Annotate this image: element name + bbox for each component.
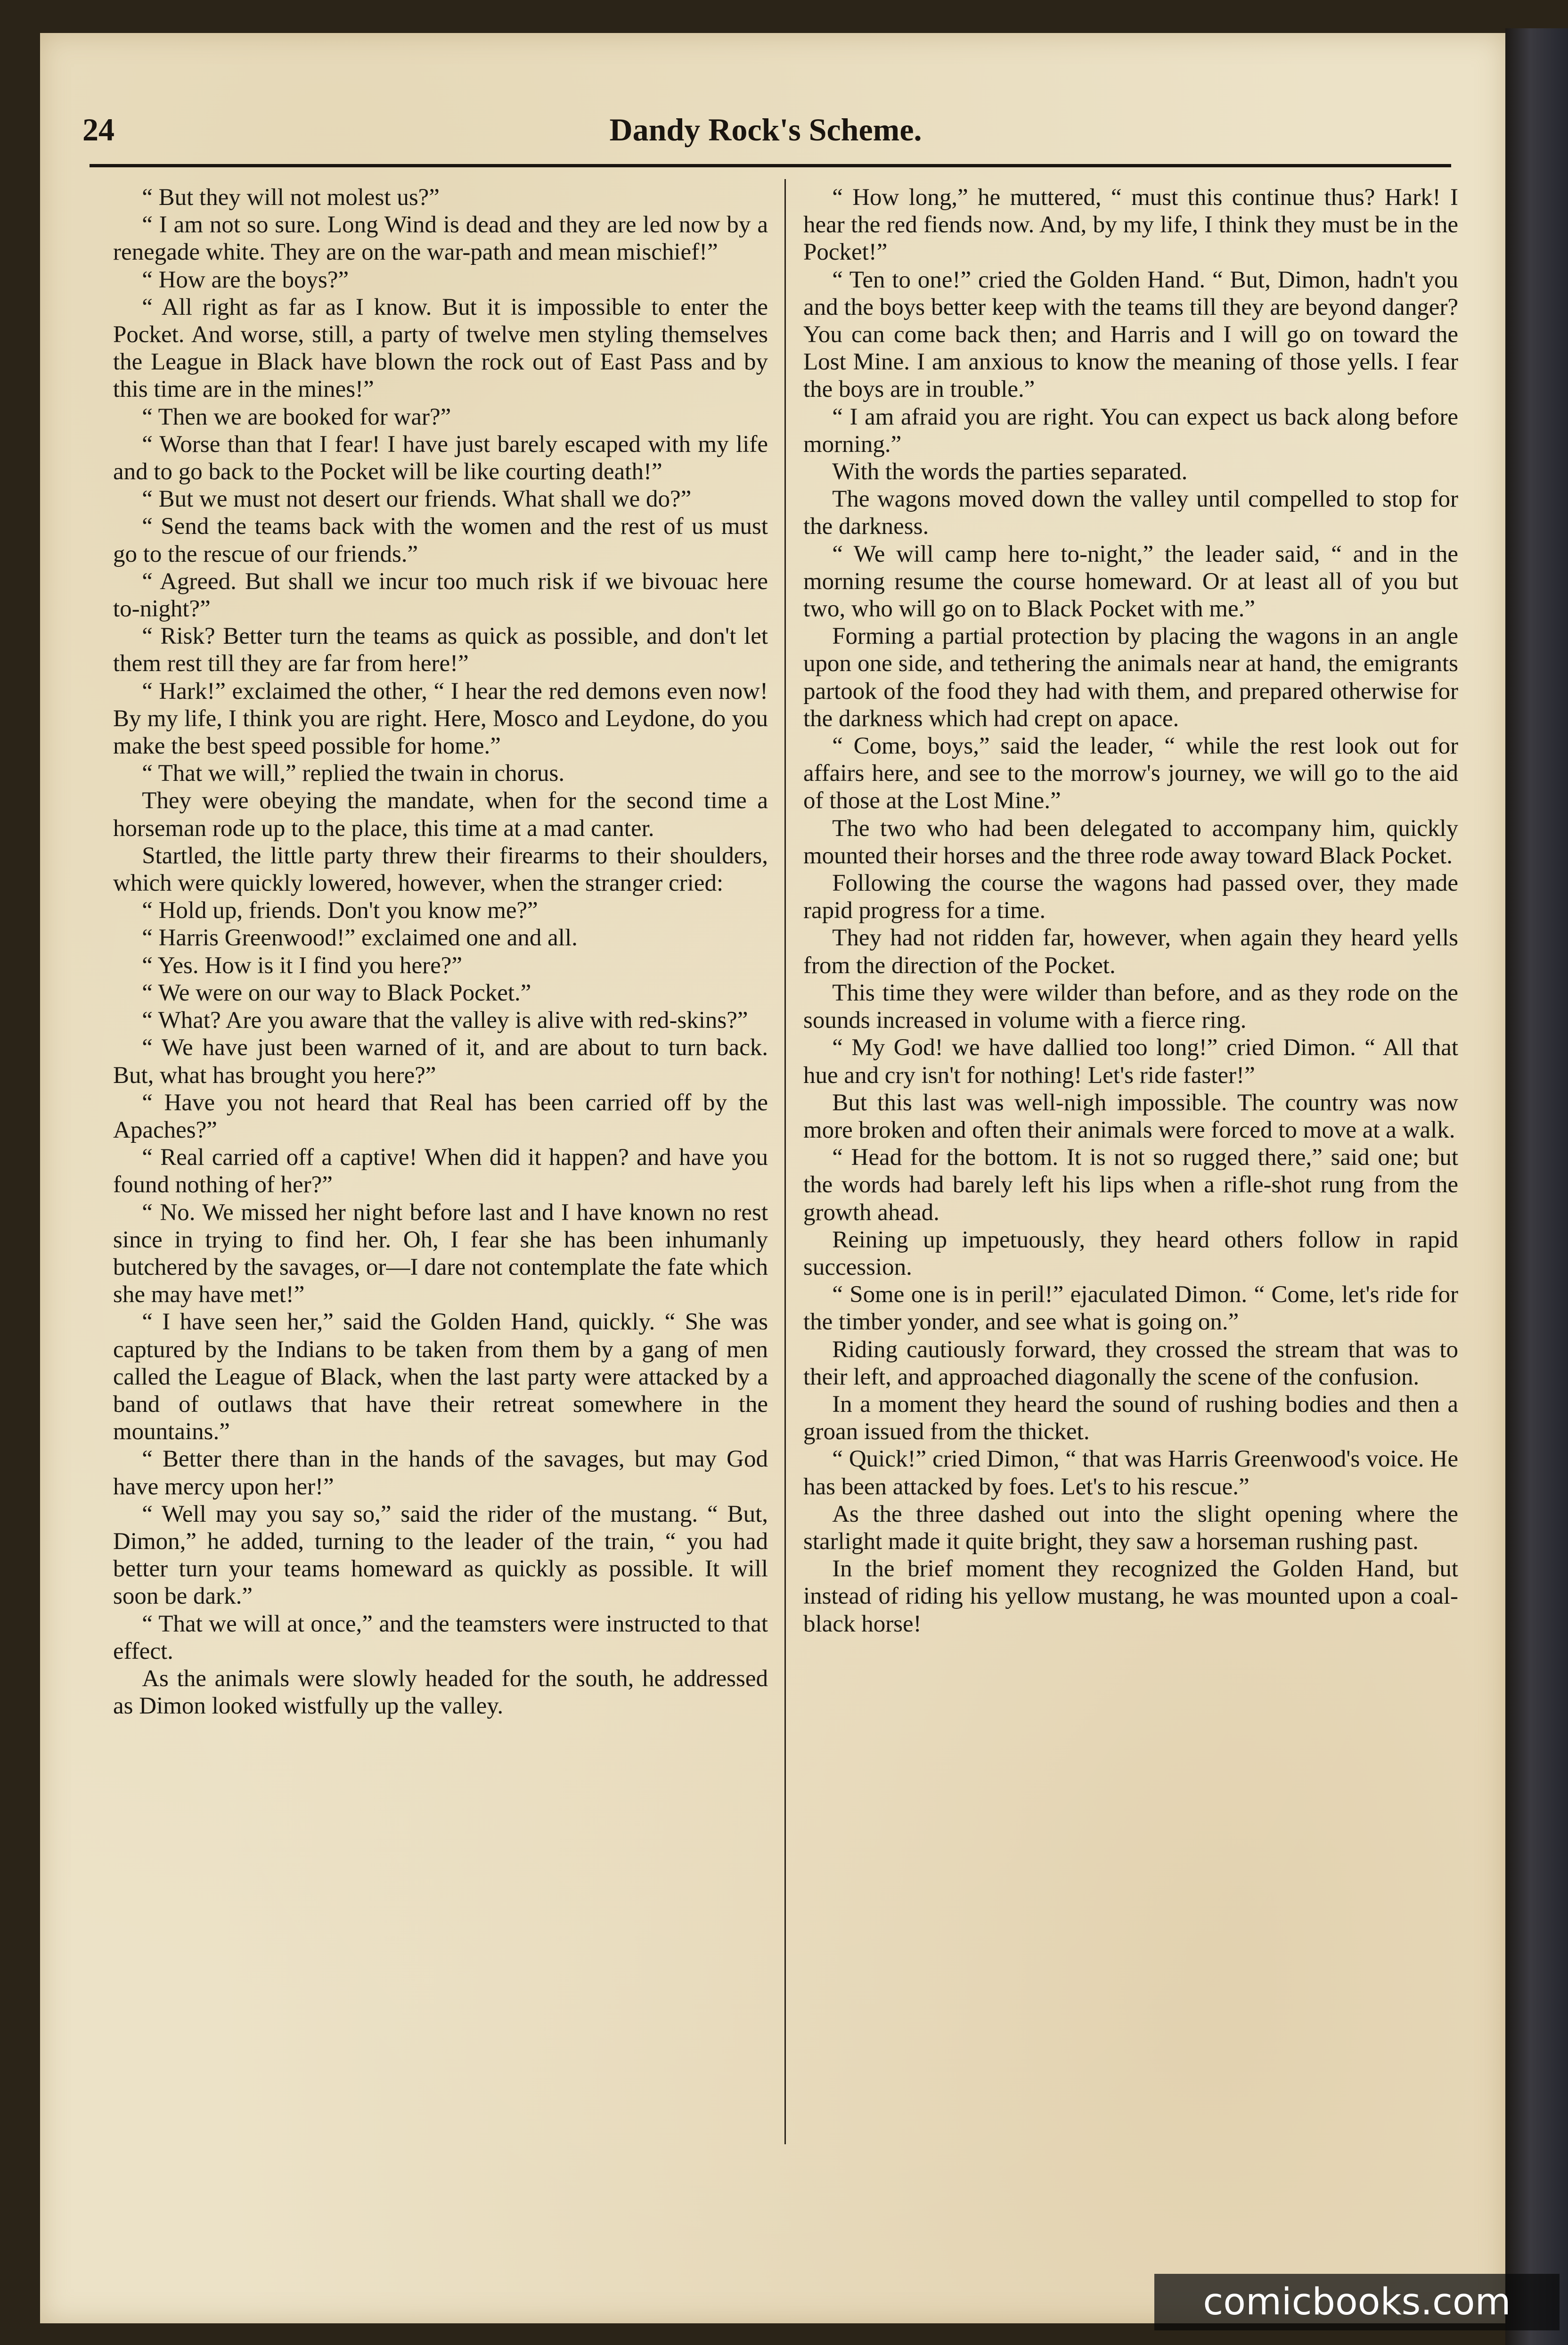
paragraph: “ Hold up, friends. Don't you know me?” [142,897,538,924]
column-divider [784,179,786,2144]
paragraph: Forming a partial protection by placing the wagons in an angle upon one side, and tethering the animals near at hand, the emigrants partook of the food they had with them, and prepared otherwise for the darkness which had crept on apace. [803,623,1458,732]
paragraph: “ No. We missed her night before last and I have known no rest since in trying to find her. Oh, I fear she has been inhumanly butchered by the savages, or—I dare not contemplate the fate which she may have met!” [113,1199,768,1308]
paragraph: As the three dashed out into the slight opening where the starlight made it quite bright, they saw a horseman rushing past. [803,1500,1458,1555]
paragraph: “ Risk? Better turn the teams as quick as possible, and don't let them rest till they are far from here!” [113,623,768,677]
paragraph: “ I have seen her,” said the Golden Hand, quickly. “ She was captured by the Indians to be taken from them by a gang of men called the League of Black, when the last party were attacked by a band of outlaws that have their retreat somewhere in the mountains.” [113,1309,768,1445]
paragraph: “ Better there than in the hands of the savages, but may God have mercy upon her!” [113,1446,768,1500]
paragraph: Reining up impetuously, they heard others follow in rapid succession. [803,1226,1458,1280]
running-title: Dandy Rock's Scheme. [609,112,922,148]
paragraph: They had not ridden far, however, when again they heard yells from the direction of the Pocket. [803,925,1458,979]
paragraph: “ Ten to one!” cried the Golden Hand. “ But, Dimon, hadn't you and the boys better keep with the teams till they are beyond danger? You can come back then; and Harris and I will go on toward the Lost Mine. I am anxious to know the meaning of those yells. I fear the boys are in trouble.” [803,266,1458,403]
paragraph: “ Some one is in peril!” ejaculated Dimon. “ Come, let's ride for the timber yonder, and see what is going on.” [803,1281,1458,1336]
paragraph: “ Well may you say so,” said the rider of the mustang. “ But, Dimon,” he added, turning to the leader of the train, “ you had better turn your teams homeward as quickly as possible. It will soon be dark.” [113,1500,768,1610]
paragraph: “ But they will not molest us?” [142,184,440,211]
paragraph: Startled, the little party threw their firearms to their shoulders, which were quickly lowered, however, when the stranger cried: [113,842,768,897]
paragraph: As the animals were slowly headed for the south, he addressed as Dimon looked wistfully up the valley. [113,1665,768,1720]
paragraph: In the brief moment they recognized the Golden Hand, but instead of riding his yellow mustang, he was mounted upon a coal-black horse! [803,1556,1458,1637]
paragraph: “ Head for the bottom. It is not so rugged there,” said one; but the words had barely left his lips when a rifle-shot rung from the growth ahead. [803,1144,1458,1226]
watermark: comicbooks.com [1154,2274,1560,2330]
paragraph: “ Then we are booked for war?” [142,403,451,430]
paragraph: “ That we will,” replied the twain in chorus. [142,760,565,787]
paragraph: “ I am afraid you are right. You can expect us back along before morning.” [803,403,1458,458]
paragraph: “ Yes. How is it I find you here?” [142,952,463,979]
paragraph: “ We were on our way to Black Pocket.” [142,979,531,1006]
paragraph: With the words the parties separated. [832,459,1188,485]
paragraph: The wagons moved down the valley until compelled to stop for the darkness. [803,486,1458,540]
paragraph: “ What? Are you aware that the valley is alive with red-skins?” [142,1007,748,1034]
paragraph: “ Hark!” exclaimed the other, “ I hear the red demons even now! By my life, I think you are right. Here, Mosco and Leydone, do you make the best speed possible for home.” [113,678,768,760]
page-edge-shadow [1505,28,1568,2345]
paragraph: “ Have you not heard that Real has been carried off by the Apaches?” [113,1089,768,1143]
paragraph: “ We will camp here to-night,” the leader said, “ and in the morning resume the course homeward. Or at least all of you but two, who will go on to Black Pocket with me.” [803,541,1458,623]
paragraph: “ My God! we have dallied too long!” cried Dimon. “ All that hue and cry isn't for nothing! Let's ride faster!” [803,1034,1458,1089]
paragraph: “ All right as far as I know. But it is impossible to enter the Pocket. And worse, still, a party of twelve men styling themselves the League in Black have blown the rock out of East Pass and by this time are in the mines!” [113,294,768,403]
paragraph: Riding cautiously forward, they crossed the stream that was to their left, and approached diagonally the scene of the confusion. [803,1336,1458,1390]
paragraph: “ How are the boys?” [142,266,349,293]
paragraph: “ Come, boys,” said the leader, “ while the rest look out for affairs here, and see to the morrow's journey, we will go to the aid of those at the Lost Mine.” [803,733,1458,814]
paragraph: They were obeying the mandate, when for the second time a horseman rode up to the place, this time at a mad canter. [113,787,768,842]
paragraph: But this last was well-nigh impossible. The country was now more broken and often their animals were forced to move at a walk. [803,1089,1458,1143]
paragraph: Following the course the wagons had passed over, they made rapid progress for a time. [803,870,1458,924]
paragraph: “ Quick!” cried Dimon, “ that was Harris Greenwood's voice. He has been attacked by foes. Let's to his rescue.” [803,1446,1458,1500]
right-column [803,184,1458,2144]
paragraph: “ How long,” he muttered, “ must this continue thus? Hark! I hear the red fiends now. And, by my life, I think they must be in the Pocket!” [803,184,1458,266]
paragraph: “ But we must not desert our friends. What shall we do?” [142,486,692,513]
paragraph: “ Real carried off a captive! When did it happen? and have you found nothing of her?” [113,1144,768,1198]
header-rule [90,164,1451,167]
paragraph: “ I am not so sure. Long Wind is dead and they are led now by a renegade white. They are on the war-path and mean mischief!” [113,212,768,266]
paragraph: “ Worse than that I fear! I have just barely escaped with my life and to go back to the Pocket will be like courting death!” [113,431,768,485]
paragraph: In a moment they heard the sound of rushing bodies and then a groan issued from the thicket. [803,1391,1458,1445]
left-column [113,184,768,2144]
page-number: 24 [82,112,114,148]
paragraph: “ Send the teams back with the women and the rest of us must go to the rescue of our friends.” [113,513,768,567]
paragraph: “ Agreed. But shall we incur too much risk if we bivouac here to-night?” [113,568,768,623]
paragraph: The two who had been delegated to accompany him, quickly mounted their horses and the three rode away toward Black Pocket. [803,815,1458,869]
paragraph: This time they were wilder than before, and as they rode on the sounds increased in volume with a fierce ring. [803,979,1458,1034]
paragraph: “ That we will at once,” and the teamsters were instructed to that effect. [113,1610,768,1664]
page-header [82,101,1449,158]
paragraph: “ Harris Greenwood!” exclaimed one and all. [142,925,578,951]
paragraph: “ We have just been warned of it, and are about to turn back. But, what has brought you here?” [113,1034,768,1089]
